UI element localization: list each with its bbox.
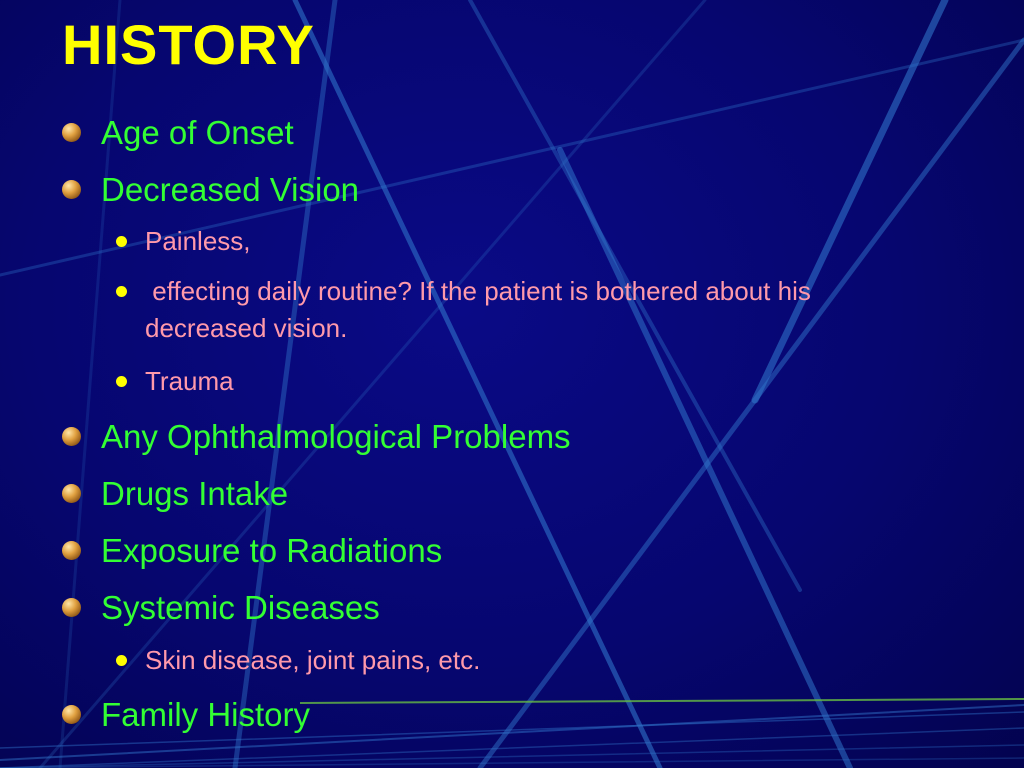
sub-bullet-text: Painless, (145, 226, 251, 256)
sphere-bullet-icon (62, 427, 81, 446)
sphere-bullet-icon (62, 541, 81, 560)
bullet-item (62, 590, 380, 626)
bullet-text: Drugs Intake (101, 475, 289, 512)
sub-bullet-item (114, 642, 914, 679)
bullet-text: Age of Onset (101, 114, 294, 151)
bullet-text: Decreased Vision (101, 171, 360, 208)
sphere-bullet-icon (62, 598, 81, 617)
bullet-text: Family History (101, 696, 311, 733)
bullet-item (62, 172, 359, 208)
sphere-bullet-icon (62, 123, 81, 142)
bullet-item (62, 533, 442, 569)
bullet-item (62, 419, 571, 455)
bullet-item (62, 476, 288, 512)
sphere-bullet-icon (62, 484, 81, 503)
bullet-item (62, 697, 310, 733)
sphere-bullet-icon (62, 180, 81, 199)
dot-bullet-icon (116, 376, 127, 387)
dot-bullet-icon (116, 286, 127, 297)
sphere-bullet-icon (62, 705, 81, 724)
dot-bullet-icon (116, 236, 127, 247)
dot-bullet-icon (116, 655, 127, 666)
bullet-text: Systemic Diseases (101, 589, 380, 626)
sub-bullet-item (114, 363, 914, 400)
sub-bullet-item (114, 223, 914, 260)
bullet-text: Any Ophthalmological Problems (101, 418, 571, 455)
sub-bullet-text: Trauma (145, 366, 234, 396)
slide-title: HISTORY (62, 13, 315, 76)
bullet-text: Exposure to Radiations (101, 532, 443, 569)
sub-bullet-text: Skin disease, joint pains, etc. (145, 645, 481, 675)
sub-bullet-text: effecting daily routine? If the patient is bothered about his decreased vision. (145, 276, 819, 343)
sub-bullet-item (114, 273, 914, 347)
bullet-item (62, 115, 294, 151)
